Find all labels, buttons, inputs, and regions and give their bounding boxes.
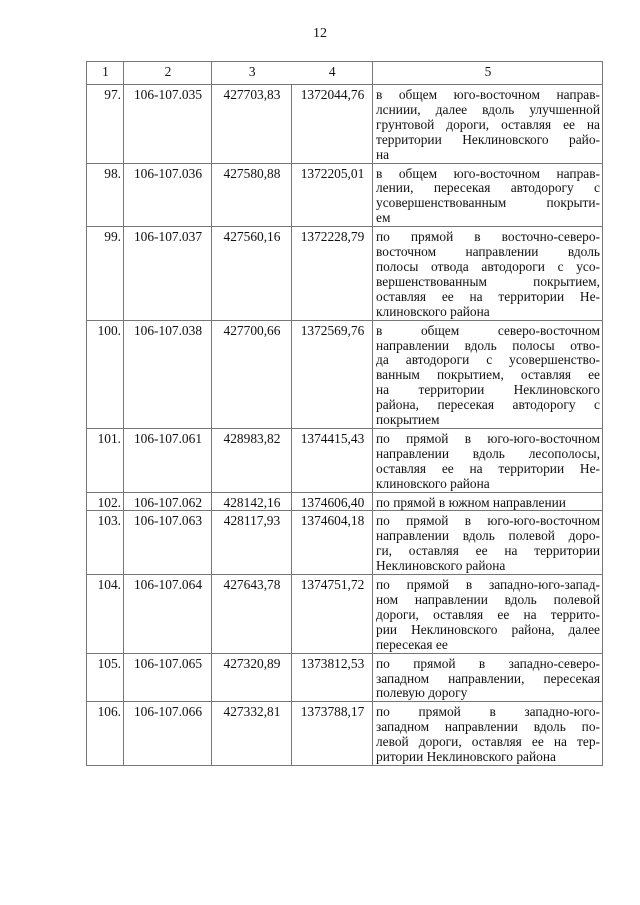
description-line: по прямой в западно-юго-запад- [376,577,600,593]
coordinate-y: 1373812,53 [292,653,373,702]
coordinate-x: 427320,89 [212,653,292,702]
header-col-3: 3 [212,62,292,85]
description-line: ном направлении вдоль полевой [376,592,600,607]
header-col-4: 4 [292,62,373,85]
row-number: 101. [87,428,124,492]
description-line: вершенствованным покрытием, [376,273,600,289]
coordinate-y: 1372569,76 [292,320,373,428]
direction-description [373,85,603,164]
direction-description [373,320,603,428]
point-code: 106-107.065 [124,653,212,702]
description-line: восточном направлении вдоль [376,244,600,260]
table-row [87,85,603,164]
table-row [87,227,603,320]
coordinate-y: 1372044,76 [292,85,373,164]
table-row [87,702,603,766]
direction-description [373,702,603,766]
description-line: усовершенствованным покрыти- [376,195,600,211]
row-number: 102. [87,492,124,511]
header-col-2: 2 [124,62,212,85]
coordinate-x: 427703,83 [212,85,292,164]
description-line: на [376,146,390,162]
header-col-5: 5 [373,62,603,85]
coordinate-x: 427700,66 [212,320,292,428]
coordinates-table [86,61,603,766]
description-line: по прямой в восточно-северо- [376,229,600,245]
header-col-1: 1 [87,62,124,85]
coordinate-y: 1373788,17 [292,702,373,766]
description-line: покрытием [376,412,440,428]
description-line: лсниии, далее вдоль улучшенной [376,101,600,117]
row-number: 105. [87,653,124,702]
description-line: направлении вдоль полевой доро- [376,528,600,544]
description-line: грунтовой дороги, оставляя ее на [376,116,600,132]
coordinate-x: 428142,16 [212,492,292,511]
table-row [87,653,603,702]
description-line: по прямой в юго-юго-восточном [376,430,600,446]
coordinate-x: 427643,78 [212,575,292,654]
description-line: полосы отвода автодороги с усо- [376,258,600,274]
point-code: 106-107.062 [124,492,212,511]
description-line: в общем юго-восточном направ- [376,165,600,181]
description-line: полевую дорогу [376,685,468,701]
point-code: 106-107.035 [124,85,212,164]
description-line: по прямой в южном направлении [376,494,566,510]
header-row [87,62,603,85]
direction-description [373,511,603,575]
table-row [87,575,603,654]
description-line: ги, оставляя ее на территории [376,543,600,559]
description-line: направлении вдоль лесополосы, [376,445,600,461]
description-line: оставляя ее на территории Не- [376,460,600,476]
table-row [87,511,603,575]
description-line: ритории Неклиновского района [376,749,556,765]
description-line: по прямой в западно-северо- [376,655,600,671]
row-number: 104. [87,575,124,654]
description-line: по прямой в западно-юго- [376,704,600,720]
description-line: рии Неклиновского района, далее [376,621,600,637]
direction-description [373,227,603,320]
table-row [87,320,603,428]
direction-description [373,575,603,654]
description-line: западном направлении вдоль по- [376,719,600,735]
coordinate-y: 1372228,79 [292,227,373,320]
description-line: дороги, оставляя ее на террито- [376,606,600,622]
point-code: 106-107.064 [124,575,212,654]
description-line: Неклиновского района [376,558,506,574]
row-number: 103. [87,511,124,575]
coordinate-y: 1374604,18 [292,511,373,575]
point-code: 106-107.063 [124,511,212,575]
description-line: в общем юго-восточном направ- [376,87,600,102]
coordinate-y: 1372205,01 [292,163,373,227]
description-line: пересекая ее [376,636,448,652]
direction-description [373,428,603,492]
row-number: 99. [87,227,124,320]
description-line: клиновского района [376,475,490,491]
point-code: 106-107.036 [124,163,212,227]
description-line: ем [376,210,391,226]
description-line: клиновского района [376,303,490,319]
row-number: 97. [87,85,124,164]
table-row [87,492,603,511]
description-line: западном направлении, пересекая [376,670,600,686]
point-code: 106-107.061 [124,428,212,492]
direction-description [373,492,603,511]
description-line: в общем северо-восточном [376,322,600,338]
coordinate-y: 1374415,43 [292,428,373,492]
coordinate-x: 428117,93 [212,511,292,575]
description-line: района, пересекая автодорогу с [376,397,600,413]
coordinate-y: 1374751,72 [292,575,373,654]
row-number: 98. [87,163,124,227]
description-line: да автодороги с усовершенство- [376,352,600,368]
coordinate-x: 428983,82 [212,428,292,492]
description-line: оставляя ее на территории Не- [376,288,600,304]
direction-description [373,163,603,227]
description-line: лении, пересекая автодорогу с [376,180,600,196]
direction-description [373,653,603,702]
row-number: 100. [87,320,124,428]
coordinate-x: 427580,88 [212,163,292,227]
point-code: 106-107.037 [124,227,212,320]
page-number: 12 [313,26,327,41]
description-line: на территории Неклиновского [376,382,600,398]
coordinate-y: 1374606,40 [292,492,373,511]
description-line: направлении вдоль полосы отво- [376,337,600,353]
description-line: территории Неклиновского райо- [376,131,600,147]
point-code: 106-107.066 [124,702,212,766]
coordinate-x: 427332,81 [212,702,292,766]
row-number: 106. [87,702,124,766]
table-row [87,163,603,227]
description-line: по прямой в юго-юго-восточном [376,513,600,529]
description-line: левой дороги, оставляя ее на тер- [376,734,600,750]
table-row [87,428,603,492]
point-code: 106-107.038 [124,320,212,428]
description-line: ванным покрытием, оставляя ее [376,367,600,383]
coordinate-x: 427560,16 [212,227,292,320]
